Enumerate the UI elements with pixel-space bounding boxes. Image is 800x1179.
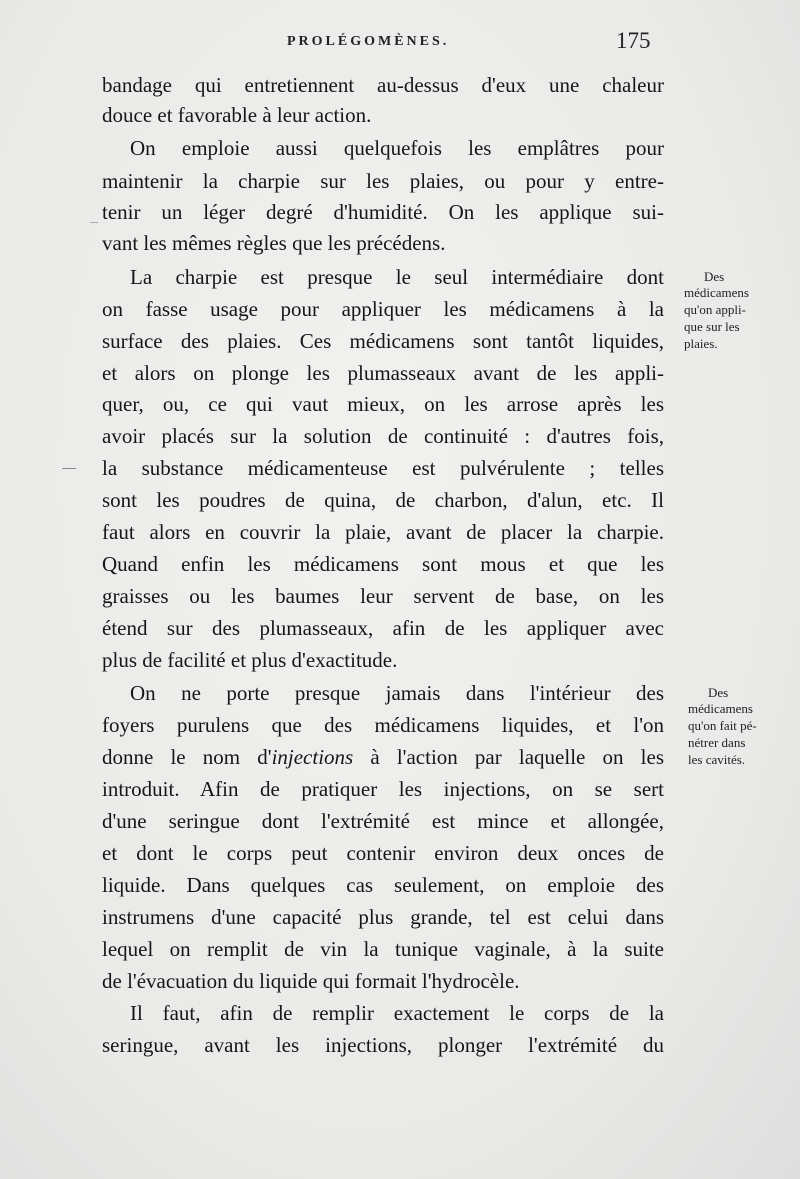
text-line: sont les poudres de quina, de charbon, d'alun, etc. Il: [102, 488, 664, 512]
margin-note-line: qu'on appli-: [684, 302, 746, 317]
text-line: graisses ou les baumes leur servent de base, on les: [102, 584, 664, 608]
text-line: et alors on plonge les plumasseaux avant de les appli-: [102, 361, 664, 385]
text-line: d'une seringue dont l'extrémité est mince et allongée,: [102, 809, 664, 833]
margin-note-line: plaies.: [684, 336, 718, 351]
text-line: On emploie aussi quelquefois les emplâtres pour: [130, 136, 664, 160]
text-line: introduit. Afin de pratiquer les injections, on se sert: [102, 777, 664, 801]
text-line: surface des plaies. Ces médicamens sont tantôt liquides,: [102, 329, 664, 353]
margin-note-line: médicamens: [688, 701, 753, 716]
margin-note-line: Des: [708, 685, 729, 700]
text-line: vant les mêmes règles que les précédens.: [102, 231, 446, 255]
text-line: Il faut, afin de remplir exactement le corps de la: [130, 1001, 664, 1025]
text-line: On ne porte presque jamais dans l'intérieur des: [130, 681, 664, 705]
text-line: lequel on remplit de vin la tunique vaginale, à la suite: [102, 937, 664, 961]
text-line: seringue, avant les injections, plonger l'extrémité du: [102, 1033, 664, 1057]
running-title: PROLÉGOMÈNES.: [287, 34, 450, 49]
text-line: tenir un léger degré d'humidité. On les applique sui-: [102, 200, 664, 224]
text-line: la substance médicamenteuse est pulvérulente ; telles: [102, 456, 664, 480]
text-line: et dont le corps peut contenir environ deux onces de: [102, 841, 664, 865]
margin-note-line: Des: [704, 269, 725, 284]
text-line: La charpie est presque le seul intermédiaire dont: [130, 265, 664, 289]
text-line: plus de facilité et plus d'exactitude.: [102, 648, 398, 672]
margin-note-line: que sur les: [684, 319, 740, 334]
text-line: on fasse usage pour appliquer les médicamens à la: [102, 297, 664, 321]
text-line: maintenir la charpie sur les plaies, ou pour y entre-: [102, 169, 664, 193]
text-line: instrumens d'une capacité plus grande, tel est celui dans: [102, 905, 664, 929]
margin-note-line: nétrer dans: [688, 735, 746, 750]
text-line: foyers purulens que des médicamens liquides, et l'on: [102, 713, 664, 737]
text-line: étend sur des plumasseaux, afin de les appliquer avec: [102, 616, 664, 640]
text-line: Quand enfin les médicamens sont mous et que les: [102, 552, 664, 576]
text-line-with-italic: [102, 742, 664, 772]
text-line: de l'évacuation du liquide qui formait l'hydrocèle.: [102, 969, 520, 993]
scan-mark: [90, 222, 98, 223]
text-line: faut alors en couvrir la plaie, avant de placer la charpie.: [102, 520, 664, 544]
margin-note-line: les cavités.: [688, 752, 746, 767]
text-line: douce et favorable à leur action.: [102, 103, 372, 127]
text-line: avoir placés sur la solution de continuité : d'autres fois,: [102, 424, 664, 448]
text-line: quer, ou, ce qui vaut mieux, on les arrose après les: [102, 392, 664, 416]
page-number: 175: [616, 28, 651, 53]
text-line: bandage qui entretiennent au-dessus d'eux une chaleur: [102, 73, 664, 97]
margin-note-line: médicamens: [684, 285, 749, 300]
text-segment: à l'action par laquelle on les: [353, 745, 664, 769]
text-segment: donne le nom d': [102, 745, 272, 769]
scan-mark: [62, 468, 76, 469]
italic-term: injections: [271, 745, 354, 769]
margin-note-line: qu'on fait pé-: [688, 718, 757, 733]
text-line: liquide. Dans quelques cas seulement, on emploie des: [102, 873, 664, 897]
